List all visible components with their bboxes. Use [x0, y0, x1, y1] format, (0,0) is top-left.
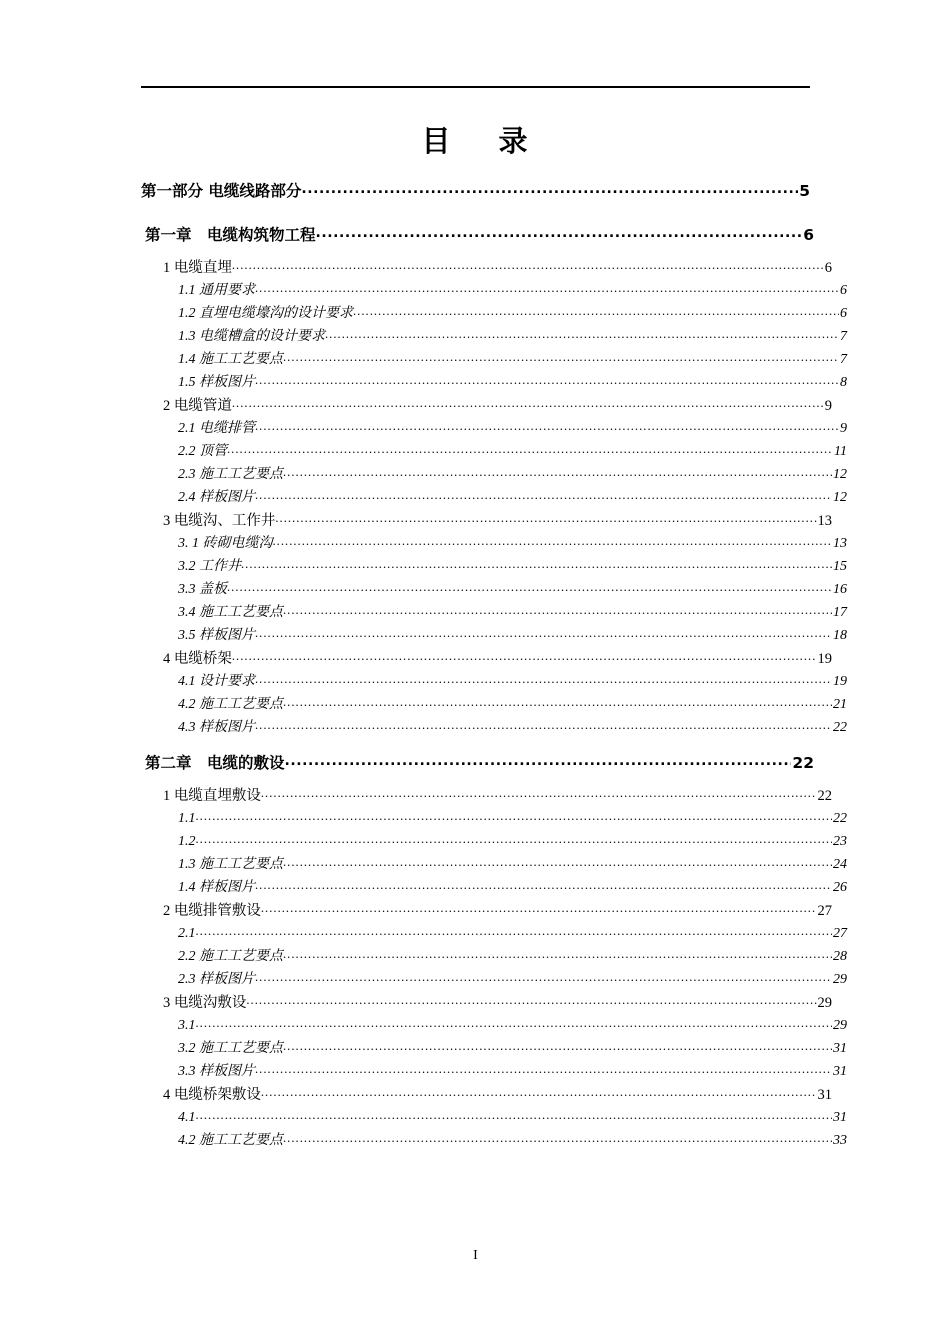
toc-entry[interactable] — [178, 831, 847, 854]
toc-dot-leader — [255, 877, 832, 891]
toc-entry[interactable] — [178, 717, 847, 740]
toc-entry-label: 3.1 — [178, 1018, 196, 1033]
toc-dot-leader — [227, 441, 833, 455]
toc-entry-label: 2 电缆管道 — [163, 397, 232, 414]
toc-entry-label: 4.2 施工工艺要点 — [178, 697, 283, 712]
toc-entry-label: 3. 1 砖砌电缆沟 — [178, 536, 273, 551]
page-title-char-right: 录 — [498, 124, 530, 158]
toc-dot-leader — [246, 992, 816, 1007]
toc-entry-page-number: 22 — [817, 787, 832, 804]
toc-dot-leader — [275, 510, 816, 525]
toc-entry-label: 1.2 — [178, 834, 196, 849]
toc-entry[interactable] — [163, 992, 832, 1015]
toc-section-spacer — [141, 775, 810, 785]
toc-entry[interactable] — [178, 556, 847, 579]
toc-dot-leader — [255, 1061, 832, 1075]
toc-entry-page-number: 7 — [840, 352, 847, 367]
toc-dot-leader — [255, 717, 832, 731]
toc-entry-label: 1.1 通用要求 — [178, 283, 255, 298]
toc-dot-leader — [283, 349, 839, 363]
toc-entry-label: 1.4 样板图片 — [178, 880, 255, 895]
toc-entry-page-number: 24 — [833, 857, 847, 872]
toc-entry-page-number: 6 — [840, 306, 847, 321]
toc-entry-label: 1.1 — [178, 811, 196, 826]
toc-dot-leader — [283, 946, 832, 960]
toc-dot-leader — [325, 326, 839, 340]
toc-entry[interactable] — [178, 487, 847, 510]
toc-entry-label: 4 电缆桥架敷设 — [163, 1086, 261, 1103]
toc-entry[interactable] — [178, 349, 847, 372]
toc-entry[interactable] — [163, 900, 832, 923]
toc-entry-page-number: 13 — [817, 512, 832, 529]
toc-entry-page-number: 8 — [840, 375, 847, 390]
toc-dot-leader — [255, 625, 832, 639]
toc-entry[interactable] — [178, 579, 847, 602]
toc-entry[interactable] — [178, 877, 847, 900]
toc-entry-page-number: 31 — [833, 1064, 847, 1079]
page-title — [141, 126, 810, 158]
toc-entry-label: 2.2 顶管 — [178, 444, 227, 459]
toc-dot-leader — [255, 671, 832, 685]
toc-entry-label: 3.4 施工工艺要点 — [178, 605, 283, 620]
toc-entry[interactable] — [178, 1061, 847, 1084]
toc-entry-page-number: 26 — [833, 880, 847, 895]
toc-entry-label: 2.2 施工工艺要点 — [178, 949, 283, 964]
toc-entry[interactable] — [178, 418, 847, 441]
toc-entry[interactable] — [163, 648, 832, 671]
toc-dot-leader — [283, 464, 832, 478]
toc-entry-label: 4.2 施工工艺要点 — [178, 1133, 283, 1148]
toc-entry-page-number: 13 — [833, 536, 847, 551]
toc-entry-label: 1.3 施工工艺要点 — [178, 857, 283, 872]
toc-dot-leader — [285, 752, 792, 768]
toc-dot-leader — [232, 257, 824, 272]
toc-dot-leader — [353, 303, 839, 317]
toc-entry-page-number: 33 — [833, 1133, 847, 1148]
toc-dot-leader — [255, 969, 832, 983]
toc-entry-label: 第二章 电缆的敷设 — [145, 753, 285, 772]
toc-entry[interactable] — [163, 257, 832, 280]
toc-entry-label: 1 电缆直埋 — [163, 259, 232, 276]
toc-entry[interactable] — [178, 303, 847, 326]
toc-dot-leader — [255, 280, 839, 294]
toc-entry-label: 3 电缆沟敷设 — [163, 994, 247, 1011]
toc-entry-label: 1.4 施工工艺要点 — [178, 352, 283, 367]
toc-entry-page-number: 27 — [833, 926, 847, 941]
toc-dot-leader — [196, 1015, 833, 1029]
toc-entry-page-number: 12 — [833, 490, 847, 505]
toc-entry-page-number: 6 — [803, 225, 814, 244]
toc-dot-leader — [196, 831, 833, 845]
toc-entry-label: 1.3 电缆槽盒的设计要求 — [178, 329, 325, 344]
toc-entry-page-number: 22 — [792, 753, 814, 772]
toc-entry-page-number: 28 — [833, 949, 847, 964]
toc-entry-page-number: 11 — [834, 444, 847, 459]
toc-section-spacer — [141, 740, 810, 752]
toc-entry-label: 2.4 样板图片 — [178, 490, 255, 505]
toc-entry[interactable] — [178, 854, 847, 877]
toc-entry-label: 3.2 工作井 — [178, 559, 241, 574]
toc-entry[interactable] — [145, 224, 814, 247]
toc-entry-label: 4.3 样板图片 — [178, 720, 255, 735]
toc-entry[interactable] — [178, 464, 847, 487]
toc-entry-page-number: 21 — [833, 697, 847, 712]
toc-dot-leader — [196, 1107, 833, 1121]
toc-entry-page-number: 6 — [840, 283, 847, 298]
toc-dot-leader — [232, 648, 817, 663]
toc-dot-leader — [196, 808, 833, 822]
toc-entry-page-number: 6 — [824, 259, 832, 276]
toc-entry[interactable] — [178, 1130, 847, 1153]
toc-dot-leader — [241, 556, 832, 570]
toc-entry[interactable] — [178, 1107, 847, 1130]
toc-entry-page-number: 22 — [833, 720, 847, 735]
toc-entry[interactable] — [178, 1038, 847, 1061]
toc-entry[interactable] — [145, 752, 814, 775]
toc-entry-label: 1.2 直埋电缆壕沟的设计要求 — [178, 306, 353, 321]
toc-dot-leader — [261, 785, 817, 800]
toc-entry[interactable] — [178, 694, 847, 717]
toc-entry-page-number: 19 — [833, 674, 847, 689]
toc-section-spacer — [141, 203, 810, 212]
toc-entry-page-number: 29 — [817, 994, 832, 1011]
toc-entry[interactable] — [178, 946, 847, 969]
toc-entry[interactable] — [178, 441, 847, 464]
toc-entry-page-number: 23 — [833, 834, 847, 849]
toc-entry[interactable] — [141, 180, 810, 203]
toc-section-spacer — [141, 212, 810, 224]
toc-dot-leader — [261, 900, 817, 915]
toc-dot-leader — [316, 224, 803, 240]
toc-dot-leader — [283, 854, 832, 868]
toc-entry-page-number: 27 — [817, 902, 832, 919]
toc-entry[interactable] — [163, 1084, 832, 1107]
toc-entry-page-number: 9 — [840, 421, 847, 436]
toc-entry-page-number: 31 — [833, 1041, 847, 1056]
toc-dot-leader — [283, 1130, 832, 1144]
toc-dot-leader — [261, 1084, 817, 1099]
toc-entry[interactable] — [178, 625, 847, 648]
toc-entry-label: 1 电缆直埋敷设 — [163, 787, 261, 804]
toc-entry[interactable] — [178, 326, 847, 349]
toc-dot-leader — [283, 602, 832, 616]
toc-entry-label: 3.5 样板图片 — [178, 628, 255, 643]
toc-dot-leader — [273, 533, 833, 547]
toc-entry-page-number: 17 — [833, 605, 847, 620]
footer-page-number: I — [473, 1248, 478, 1263]
toc-entry[interactable] — [178, 808, 847, 831]
toc-entry-label: 2 电缆排管敷设 — [163, 902, 261, 919]
toc-section-spacer — [141, 247, 810, 257]
toc-entry-label: 2.1 — [178, 926, 196, 941]
toc-dot-leader — [255, 487, 832, 501]
toc-entry[interactable] — [163, 785, 832, 808]
toc-entry-label: 第一章 电缆构筑物工程 — [145, 225, 316, 244]
toc-entry-label: 3.2 施工工艺要点 — [178, 1041, 283, 1056]
toc-entry-page-number: 7 — [840, 329, 847, 344]
page-title-char-left: 目 — [421, 124, 453, 158]
toc-entry[interactable] — [178, 280, 847, 303]
toc-entry-page-number: 5 — [799, 181, 810, 200]
toc-entry[interactable] — [178, 969, 847, 992]
toc-entry[interactable] — [178, 671, 847, 694]
toc-entry-label: 2.3 施工工艺要点 — [178, 467, 283, 482]
toc-entry-page-number: 22 — [833, 811, 847, 826]
toc-entry-page-number: 31 — [833, 1110, 847, 1125]
toc-entry-label: 3.3 样板图片 — [178, 1064, 255, 1079]
toc-dot-leader — [255, 418, 839, 432]
toc-entry-page-number: 15 — [833, 559, 847, 574]
toc-dot-leader — [301, 180, 798, 196]
toc-dot-leader — [283, 1038, 832, 1052]
toc-entry-label: 4 电缆桥架 — [163, 650, 232, 667]
toc-dot-leader — [283, 694, 832, 708]
toc-entry-page-number: 29 — [833, 972, 847, 987]
toc-entry[interactable] — [163, 395, 832, 418]
toc-dot-leader — [232, 395, 824, 410]
toc-entry[interactable] — [163, 510, 832, 533]
toc-entry[interactable] — [178, 923, 847, 946]
toc-entry-page-number: 9 — [824, 397, 832, 414]
toc-entry-page-number: 12 — [833, 467, 847, 482]
toc-entry-label: 3 电缆沟、工作井 — [163, 512, 276, 529]
toc-entry-label: 第一部分 电缆线路部分 — [141, 181, 302, 200]
toc-entry[interactable] — [178, 372, 847, 395]
toc-dot-leader — [255, 372, 839, 386]
toc-entry[interactable] — [178, 533, 847, 556]
toc-dot-leader — [227, 579, 832, 593]
toc-entry-label: 4.1 — [178, 1110, 196, 1125]
table-of-contents — [141, 180, 847, 1153]
toc-entry-label: 3.3 盖板 — [178, 582, 227, 597]
toc-dot-leader — [196, 923, 833, 937]
toc-entry-label: 2.3 样板图片 — [178, 972, 255, 987]
header-rule — [141, 86, 810, 88]
toc-entry-page-number: 16 — [833, 582, 847, 597]
toc-entry[interactable] — [178, 1015, 847, 1038]
toc-entry-label: 1.5 样板图片 — [178, 375, 255, 390]
toc-entry-page-number: 31 — [817, 1086, 832, 1103]
toc-entry-label: 2.1 电缆排管 — [178, 421, 255, 436]
toc-entry-page-number: 18 — [833, 628, 847, 643]
toc-entry-page-number: 29 — [833, 1018, 847, 1033]
toc-entry[interactable] — [178, 602, 847, 625]
toc-entry-label: 4.1 设计要求 — [178, 674, 255, 689]
toc-entry-page-number: 19 — [817, 650, 832, 667]
